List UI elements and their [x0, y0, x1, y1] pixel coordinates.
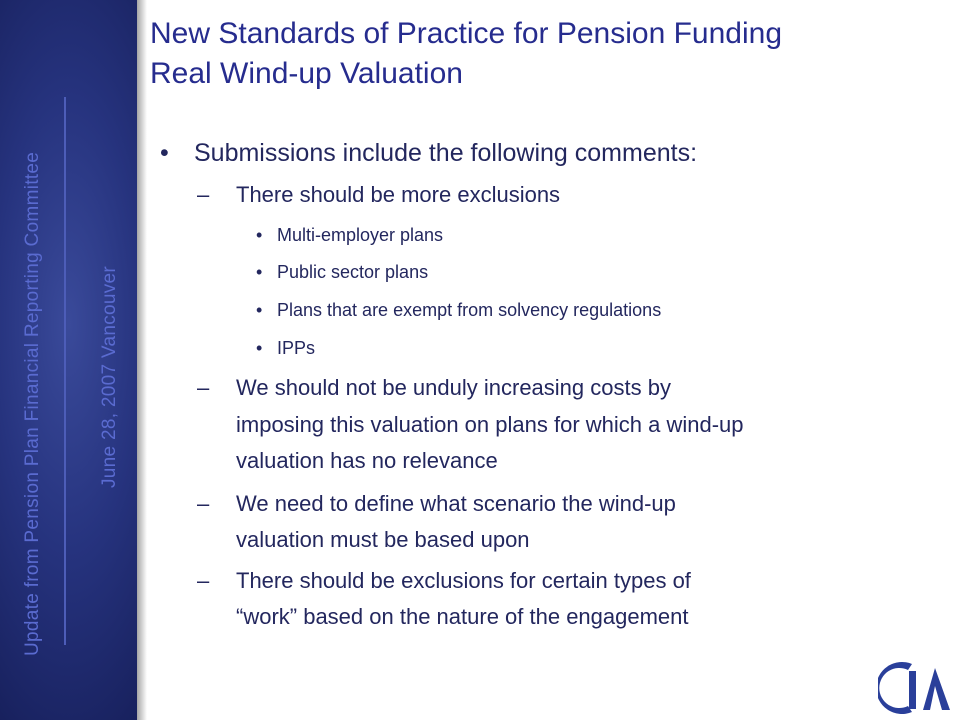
- sub-bullet-icon: •: [256, 225, 263, 245]
- sub-item-4: IPPs: [277, 338, 316, 358]
- slide-title: [150, 14, 950, 94]
- dash-icon: –: [197, 375, 210, 400]
- sub-item-3: Plans that are exempt from solvency regulations: [277, 300, 662, 320]
- cia-logo: [878, 660, 952, 716]
- point-4-line-1: There should be exclusions for certain types of: [236, 568, 691, 593]
- main-bullet-text: Submissions include the following comments:: [194, 139, 698, 167]
- point-2-line-1: We should not be unduly increasing costs by: [236, 375, 671, 400]
- sidebar-committee-text: Update from Pension Plan Financial Reporting Committee: [22, 151, 43, 656]
- sidebar: [0, 0, 137, 720]
- point-3-line-2: valuation must be based upon: [236, 527, 530, 552]
- point-1-line-1: There should be more exclusions: [236, 182, 561, 207]
- title-line-2: Real Wind-up Valuation: [150, 57, 463, 90]
- dash-icon: –: [197, 491, 210, 516]
- sub-item-1: Multi-employer plans: [277, 225, 444, 245]
- sidebar-divider: [64, 97, 66, 645]
- point-4-line-2: “work” based on the nature of the engagement: [236, 604, 689, 629]
- dash-icon: –: [197, 182, 210, 207]
- point-2-line-2: imposing this valuation on plans for which a wind-up: [236, 412, 744, 437]
- title-line-1: New Standards of Practice for Pension Funding: [150, 17, 783, 50]
- sub-item-2: Public sector plans: [277, 262, 429, 282]
- sub-bullet-icon: •: [256, 300, 263, 320]
- main-bullet-icon: •: [160, 139, 169, 167]
- sidebar-shadow: [137, 0, 147, 720]
- point-2-line-3: valuation has no relevance: [236, 448, 498, 473]
- sidebar-date-text: June 28, 2007 Vancouver: [99, 265, 120, 488]
- point-3-line-1: We need to define what scenario the wind-up: [236, 491, 676, 516]
- dash-icon: –: [197, 568, 210, 593]
- sub-bullet-icon: •: [256, 262, 263, 282]
- sub-bullet-icon: •: [256, 338, 263, 358]
